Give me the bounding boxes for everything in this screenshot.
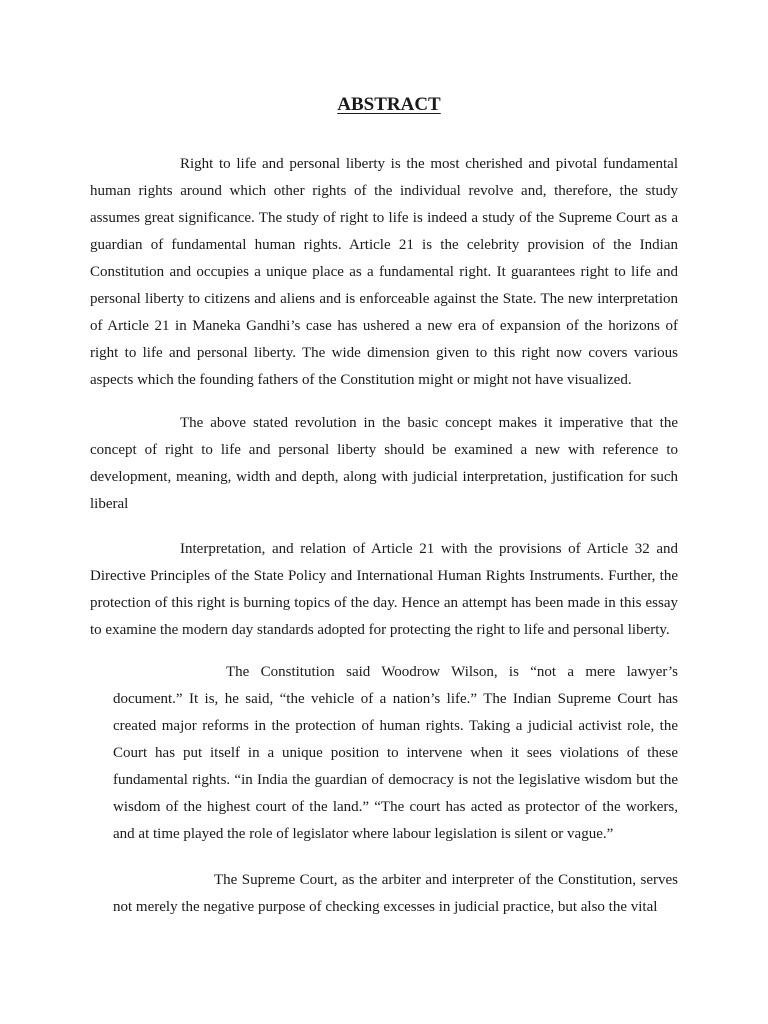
abstract-heading-text: ABSTRACT: [337, 94, 441, 115]
paragraph-interpretation: Interpretation, and relation of Article 21 with the provisions of Article 32 and Directive Principles of the State Policy and International Human Rights Instruments. Further, the protection of this right is burning topics of the day. Hence an attempt has been made in this essay to examine the modern day standards adopted for protecting the right to life and personal liberty.: [90, 541, 678, 638]
abstract-heading: [0, 92, 768, 118]
paragraph-revolution: The above stated revolution in the basic concept makes it imperative that the concept of right to life and personal liberty should be examined a new with reference to development, meaning, width and depth, along with judicial interpretation, justification for such liberal: [90, 415, 678, 512]
paragraph-right-to-life: Right to life and personal liberty is the most cherished and pivotal fundamental human rights around which other rights of the individual revolve and, therefore, the study assumes great significance. The study of right to life is indeed a study of the Supreme Court as a guardian of fundamental human rights. Article 21 is the celebrity provision of the Indian Constitution and occupies a unique place as a fundamental right. It guarantees right to life and personal liberty to citizens and aliens and is enforceable against the State. The new interpretation of Article 21 in Maneka Gandhi’s case has ushered a new era of expansion of the horizons of right to life and personal liberty. The wide dimension given to this right now covers various aspects which the founding fathers of the Constitution might or might not have visualized.: [90, 156, 678, 388]
paragraph-wilson-quote: The Constitution said Woodrow Wilson, is “not a mere lawyer’s document.” It is, he said, “the vehicle of a nation’s life.” The Indian Supreme Court has created major reforms in the protection of human rights. Taking a judicial activist role, the Court has put itself in a unique position to intervene when it sees violations of these fundamental rights. “in India the guardian of democracy is not the legislative wisdom but the wisdom of the highest court of the land.” “The court has acted as protector of the workers, and at time played the role of legislator where labour legislation is silent or vague.”: [113, 664, 678, 842]
paragraph-supreme-court: The Supreme Court, as the arbiter and interpreter of the Constitution, serves not merely the negative purpose of checking excesses in judicial practice, but also the vital: [113, 872, 678, 915]
